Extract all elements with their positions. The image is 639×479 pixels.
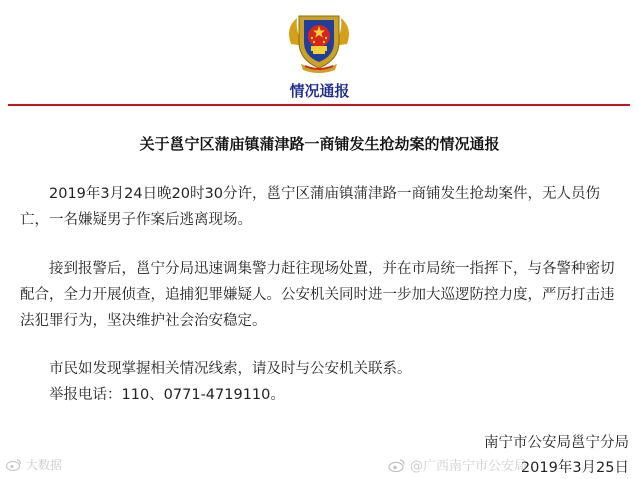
document-title: 关于邕宁区蒲庙镇蒲津路一商铺发生抢劫案的情况通报 — [139, 135, 500, 153]
paragraph-response: 接到报警后，邕宁分局迅速调集警力赶往现场处置，并在市局统一指挥下，与各警种密切配合，全力开展侦查，追捕犯罪嫌疑人。公安机关同时进一步加大巡逻防控力度，严厉打击违法犯罪行为，坚决维护社会治安稳定。 — [20, 261, 615, 329]
document-header-title: 情况通报 — [289, 82, 350, 100]
paragraph-incident: 2019年3月24日晚20时30分许，邕宁区蒲庙镇蒲津路一商铺发生抢劫案件，无人员伤亡，一名嫌疑男子作案后逃离现场。 — [20, 186, 600, 228]
weibo-logo-icon — [388, 458, 406, 472]
weibo-logo-icon — [6, 458, 22, 471]
paragraph-appeal: 市民如发现掌握相关情况线索，请及时与公安机关联系。 — [49, 361, 412, 377]
watermark-left — [6, 456, 62, 473]
signature-date: 2019年3月25日 — [520, 460, 629, 476]
watermark-right — [388, 455, 527, 474]
police-emblem-icon — [283, 6, 355, 76]
watermark-right-text: @广西南宁市公安局 — [410, 459, 528, 474]
signature-issuer: 南宁市公安局邕宁分局 — [484, 435, 629, 451]
watermark-left-text: 大数据 — [26, 458, 63, 472]
paragraph-hotline: 举报电话：110、0771-4719110。 — [49, 387, 285, 403]
header-divider — [8, 104, 630, 106]
